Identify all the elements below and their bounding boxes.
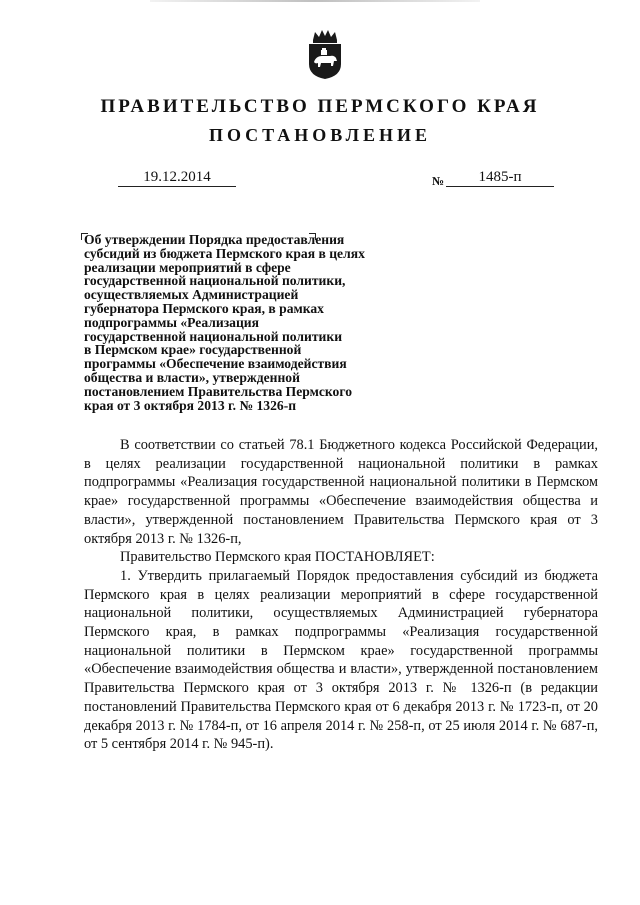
- subject-line: реализации мероприятий в сфере: [84, 259, 291, 275]
- subject-line: осуществляемых Администрацией: [84, 287, 299, 303]
- subject-line: общества и власти», утвержденной: [84, 369, 300, 385]
- document-type: ПОСТАНОВЛЕНИЕ: [208, 125, 432, 145]
- subject-line: постановлением Правительства Пермского: [84, 383, 352, 399]
- scan-artifact-line: [150, 0, 480, 2]
- subject-line: субсидий из бюджета Пермского края в целях: [84, 245, 365, 261]
- subject-line: государственной национальной политики: [84, 328, 343, 344]
- subject-line: губернатора Пермского края, в рамках: [84, 300, 324, 316]
- document-body: [84, 436, 598, 754]
- subject-line: программы «Обеспечение взаимодействия: [84, 356, 347, 372]
- document-date: 19.12.2014: [118, 168, 236, 187]
- subject-line: подпрограммы «Реализация: [84, 314, 259, 330]
- subject-line: государственной национальной политики,: [84, 273, 346, 289]
- government-title: ПРАВИТЕЛЬСТВО ПЕРМСКОГО КРАЯ: [100, 96, 540, 117]
- number-sign: №: [432, 174, 445, 188]
- body-paragraph: В соответствии со статьей 78.1 Бюджетного кодекса Российской Федерации, в целях реализации государственной национальной политики в рамках подпрограммы «Реализация государственной национальной политики в Пермском крае» государственной программы «Обеспечение взаимодействия общества и власти», утвержденной постановлением Правительства Пермского края от 3 октября 2013 г. № 1326-п,: [84, 437, 598, 547]
- document-number: 1485-п: [446, 168, 554, 187]
- subject-line: в Пермском крае» государственной: [84, 342, 302, 358]
- resolution-statement: Правительство Пермского края ПОСТАНОВЛЯЕТ:: [120, 549, 435, 566]
- body-paragraph: 1. Утвердить прилагаемый Порядок предоставления субсидий из бюджета Пермского края в целях реализации мероприятий в сфере государственной национальной политики, осуществляемых Администрацией губернатора Пермского края, в рамках подпрограммы «Реализация государственной национальной политики в Пермском крае» государственной программы «Обеспечение взаимодействия общества и власти», утвержденной постановлением Правительства Пермского края от 3 октября 2013 г. № 1326-п (в редакции постановлений Правительства Пермского края от 6 декабря 2013 г. № 1723-п, от 20 декабря 2013 г. № 1784-п, от 16 апреля 2014 г. № 258-п, от 25 июля 2014 г. № 687-п, от 5 сентября 2014 г. № 945-п).: [84, 567, 598, 753]
- document-subject: [84, 233, 384, 412]
- subject-line: края от 3 октября 2013 г. № 1326-п: [84, 397, 297, 413]
- subject-line: Об утверждении Порядка предоставления: [84, 232, 345, 247]
- coat-of-arms-icon: [305, 28, 345, 80]
